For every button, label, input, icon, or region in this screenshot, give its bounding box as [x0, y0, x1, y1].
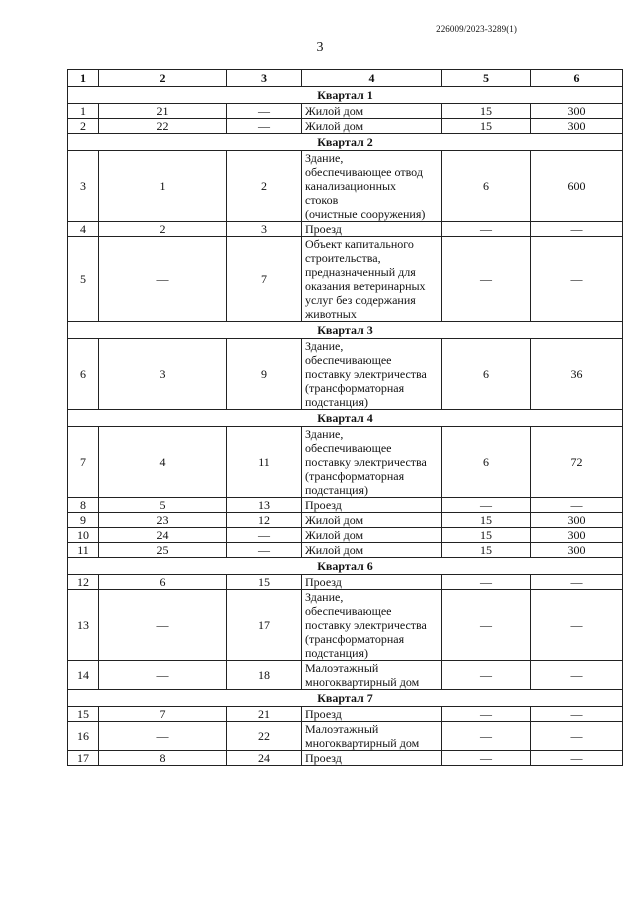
- table-row: [68, 513, 623, 528]
- cell-text-line: многоквартирный дом: [305, 736, 420, 750]
- cell-object-name: [302, 222, 442, 237]
- quarter-title: Квартал 1: [68, 87, 623, 104]
- cell-c1: 11: [68, 543, 99, 558]
- cell-text-line: обеспечивающее: [305, 353, 392, 367]
- cell-c1: 9: [68, 513, 99, 528]
- cell-c1: 17: [68, 751, 99, 766]
- cell-c5: 6: [442, 339, 531, 410]
- cell-c6: 300: [531, 119, 623, 134]
- cell-c5: —: [442, 498, 531, 513]
- table-row: [68, 528, 623, 543]
- cell-c5: —: [442, 575, 531, 590]
- cell-c1: 6: [68, 339, 99, 410]
- cell-c1: 15: [68, 707, 99, 722]
- cell-text-line: Объект капитального: [305, 237, 414, 251]
- cell-text-line: (трансформаторная: [305, 632, 405, 646]
- cell-c2: 8: [99, 751, 227, 766]
- cell-c6: —: [531, 222, 623, 237]
- quarter-header-row: [68, 134, 623, 151]
- cell-c2: 2: [99, 222, 227, 237]
- cell-c5: 15: [442, 119, 531, 134]
- cell-c5: —: [442, 707, 531, 722]
- cell-c2: 7: [99, 707, 227, 722]
- cell-object-name: [302, 513, 442, 528]
- cell-text-line: Проезд: [305, 707, 342, 721]
- cell-c3: 3: [227, 222, 302, 237]
- table-row: [68, 751, 623, 766]
- cell-text-line: Жилой дом: [305, 528, 364, 542]
- cell-c6: 300: [531, 543, 623, 558]
- cell-c6: 36: [531, 339, 623, 410]
- cell-c2: 5: [99, 498, 227, 513]
- cell-c2: —: [99, 590, 227, 661]
- cell-object-name: [302, 722, 442, 751]
- table-row: [68, 104, 623, 119]
- cell-c6: 600: [531, 151, 623, 222]
- table-body: [68, 87, 623, 766]
- quarter-title: Квартал 3: [68, 322, 623, 339]
- cell-text-line: Жилой дом: [305, 513, 364, 527]
- cell-text-line: животных: [305, 307, 357, 321]
- table-row: [68, 722, 623, 751]
- cell-c6: 72: [531, 427, 623, 498]
- cell-c1: 5: [68, 237, 99, 322]
- cell-c1: 13: [68, 590, 99, 661]
- cell-object-name: [302, 707, 442, 722]
- table-row: [68, 498, 623, 513]
- cell-c3: 2: [227, 151, 302, 222]
- cell-object-name: [302, 427, 442, 498]
- cell-text-line: поставку электричества: [305, 618, 427, 632]
- cell-object-name: [302, 237, 442, 322]
- column-header: 2: [99, 70, 227, 87]
- cell-object-name: [302, 528, 442, 543]
- cell-object-name: [302, 498, 442, 513]
- cell-c2: 22: [99, 119, 227, 134]
- cell-c1: 14: [68, 661, 99, 690]
- cell-c2: 24: [99, 528, 227, 543]
- cell-text-line: подстанция): [305, 395, 369, 409]
- cell-c5: 6: [442, 151, 531, 222]
- cell-c3: 15: [227, 575, 302, 590]
- cell-c2: —: [99, 722, 227, 751]
- cell-text-line: поставку электричества: [305, 367, 427, 381]
- cell-c2: 6: [99, 575, 227, 590]
- cell-text-line: Здание,: [305, 427, 344, 441]
- table-row: [68, 543, 623, 558]
- cell-c6: —: [531, 707, 623, 722]
- cell-c3: 12: [227, 513, 302, 528]
- cell-text-line: Проезд: [305, 222, 342, 236]
- cell-c3: 11: [227, 427, 302, 498]
- cell-c6: 300: [531, 528, 623, 543]
- cell-text-line: услуг без содержания: [305, 293, 416, 307]
- cell-object-name: [302, 661, 442, 690]
- cell-c2: —: [99, 237, 227, 322]
- cell-c5: —: [442, 722, 531, 751]
- cell-c1: 2: [68, 119, 99, 134]
- cell-c6: —: [531, 590, 623, 661]
- quarter-header-row: [68, 87, 623, 104]
- table-header-row: [68, 70, 623, 87]
- cell-text-line: стоков: [305, 193, 339, 207]
- cell-text-line: Малоэтажный: [305, 722, 379, 736]
- cell-c5: 15: [442, 543, 531, 558]
- quarter-title: Квартал 6: [68, 558, 623, 575]
- cell-text-line: оказания ветеринарных: [305, 279, 426, 293]
- cell-c2: 21: [99, 104, 227, 119]
- cell-c6: 300: [531, 513, 623, 528]
- cell-object-name: [302, 543, 442, 558]
- column-header: 4: [302, 70, 442, 87]
- cell-object-name: [302, 751, 442, 766]
- cell-text-line: подстанция): [305, 483, 369, 497]
- cell-text-line: подстанция): [305, 646, 369, 660]
- quarter-header-row: [68, 558, 623, 575]
- cell-text-line: Проезд: [305, 498, 342, 512]
- cell-c2: —: [99, 661, 227, 690]
- quarter-header-row: [68, 322, 623, 339]
- cell-c5: 15: [442, 513, 531, 528]
- data-table: [67, 69, 623, 766]
- cell-c2: 4: [99, 427, 227, 498]
- quarter-title: Квартал 4: [68, 410, 623, 427]
- cell-c3: —: [227, 543, 302, 558]
- cell-text-line: Жилой дом: [305, 104, 364, 118]
- cell-text-line: строительства,: [305, 251, 381, 265]
- cell-c3: —: [227, 528, 302, 543]
- cell-c6: —: [531, 575, 623, 590]
- cell-c3: 13: [227, 498, 302, 513]
- cell-c5: —: [442, 590, 531, 661]
- cell-c2: 1: [99, 151, 227, 222]
- cell-text-line: Здание,: [305, 339, 344, 353]
- table-row: [68, 661, 623, 690]
- table-row: [68, 427, 623, 498]
- cell-c3: 7: [227, 237, 302, 322]
- cell-c5: —: [442, 222, 531, 237]
- cell-c5: 15: [442, 528, 531, 543]
- quarter-title: Квартал 7: [68, 690, 623, 707]
- cell-c3: 22: [227, 722, 302, 751]
- quarter-header-row: [68, 690, 623, 707]
- page-number: 3: [316, 40, 324, 55]
- cell-c1: 8: [68, 498, 99, 513]
- table-row: [68, 119, 623, 134]
- cell-text-line: Жилой дом: [305, 119, 364, 133]
- document-id: 226009/2023-3289(1): [436, 24, 517, 34]
- cell-text-line: Жилой дом: [305, 543, 364, 557]
- cell-c1: 16: [68, 722, 99, 751]
- cell-c1: 4: [68, 222, 99, 237]
- cell-c3: 9: [227, 339, 302, 410]
- cell-text-line: обеспечивающее отвод: [305, 165, 423, 179]
- cell-c5: 15: [442, 104, 531, 119]
- quarter-header-row: [68, 410, 623, 427]
- cell-text-line: Малоэтажный: [305, 661, 379, 675]
- cell-object-name: [302, 575, 442, 590]
- cell-c1: 7: [68, 427, 99, 498]
- cell-c6: —: [531, 722, 623, 751]
- cell-c1: 1: [68, 104, 99, 119]
- cell-c6: —: [531, 661, 623, 690]
- table-row: [68, 707, 623, 722]
- cell-c2: 23: [99, 513, 227, 528]
- cell-text-line: многоквартирный дом: [305, 675, 420, 689]
- cell-c6: —: [531, 498, 623, 513]
- cell-c3: 21: [227, 707, 302, 722]
- cell-object-name: [302, 104, 442, 119]
- cell-text-line: предназначенный для: [305, 265, 416, 279]
- cell-c5: —: [442, 751, 531, 766]
- column-header: 6: [531, 70, 623, 87]
- column-header: 1: [68, 70, 99, 87]
- cell-c2: 25: [99, 543, 227, 558]
- cell-c5: —: [442, 237, 531, 322]
- cell-c3: —: [227, 119, 302, 134]
- table-row: [68, 222, 623, 237]
- cell-object-name: [302, 119, 442, 134]
- column-header: 3: [227, 70, 302, 87]
- cell-c1: 3: [68, 151, 99, 222]
- cell-c5: 6: [442, 427, 531, 498]
- cell-text-line: обеспечивающее: [305, 604, 392, 618]
- cell-text-line: поставку электричества: [305, 455, 427, 469]
- table-row: [68, 590, 623, 661]
- cell-c1: 10: [68, 528, 99, 543]
- table-row: [68, 339, 623, 410]
- cell-object-name: [302, 590, 442, 661]
- cell-text-line: Проезд: [305, 575, 342, 589]
- cell-c3: 17: [227, 590, 302, 661]
- cell-text-line: Здание,: [305, 590, 344, 604]
- table-row: [68, 237, 623, 322]
- cell-text-line: обеспечивающее: [305, 441, 392, 455]
- cell-c3: —: [227, 104, 302, 119]
- cell-text-line: (трансформаторная: [305, 469, 405, 483]
- cell-text-line: канализационных: [305, 179, 397, 193]
- cell-text-line: (очистные сооружения): [305, 207, 426, 221]
- cell-c3: 24: [227, 751, 302, 766]
- cell-object-name: [302, 151, 442, 222]
- table-row: [68, 575, 623, 590]
- cell-c1: 12: [68, 575, 99, 590]
- cell-c3: 18: [227, 661, 302, 690]
- cell-text-line: Проезд: [305, 751, 342, 765]
- quarter-title: Квартал 2: [68, 134, 623, 151]
- cell-c2: 3: [99, 339, 227, 410]
- cell-text-line: (трансформаторная: [305, 381, 405, 395]
- table-row: [68, 151, 623, 222]
- cell-c6: 300: [531, 104, 623, 119]
- cell-c5: —: [442, 661, 531, 690]
- cell-object-name: [302, 339, 442, 410]
- cell-text-line: Здание,: [305, 151, 344, 165]
- column-header: 5: [442, 70, 531, 87]
- cell-c6: —: [531, 751, 623, 766]
- cell-c6: —: [531, 237, 623, 322]
